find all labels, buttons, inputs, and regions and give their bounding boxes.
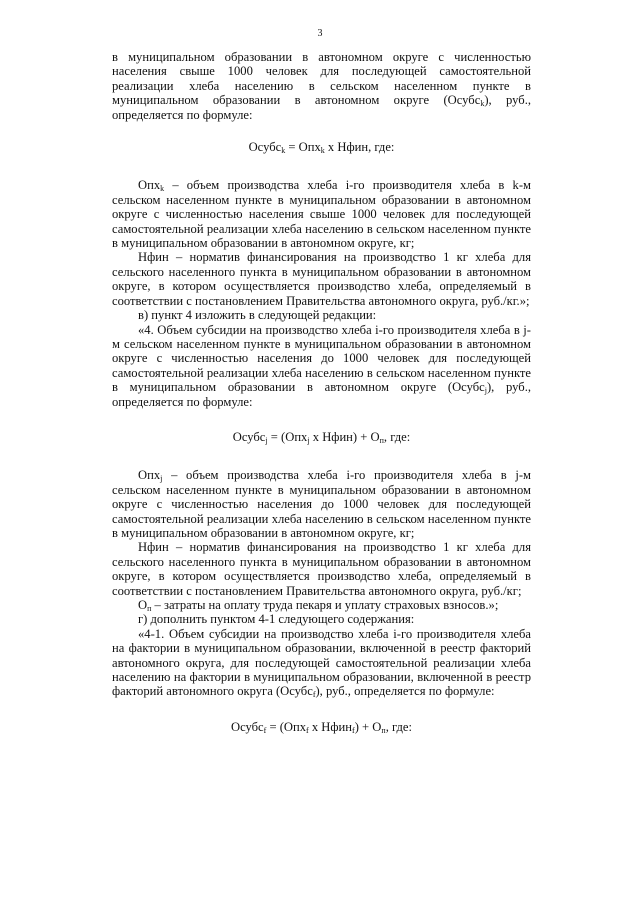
formula-osubs-j <box>112 430 531 444</box>
intro-paragraph <box>112 50 531 122</box>
amendment-item-g: г) дополнить пунктом 4-1 следующего содержания: <box>138 612 415 627</box>
point-4-1-text: «4-1. Объем субсидии на производство хлеба i-го производителя хлеба на фактории в муниципальном образовании, включенной в реестр факторий автономного округа, для последующей самостоятельной реализации хлеба населению на фактории в муниципальном образовании, включенной в реестр факторий автономного округа (Осубс <box>112 626 531 699</box>
page-number: 3 <box>317 28 323 39</box>
formula-term: = Опх <box>285 140 321 155</box>
point-4-tail: ), руб., определяется по формуле: <box>112 380 531 409</box>
amendment-item-v: в) пункт 4 изложить в следующей редакции: <box>138 308 377 323</box>
formula-subscript: п <box>381 725 386 735</box>
definition-nfin-1: Нфин – норматив финансирования на производство 1 кг хлеба для сельского населенного пункта в муниципальном образовании в автономном округе, в котором осуществляется производство хлеба, определяемый в соответствии с постановлением Правительства автономного округа, руб./кг.»; <box>112 250 531 308</box>
intro-subscript: k <box>480 99 485 109</box>
formula-subscript: j <box>307 435 310 445</box>
point-4-1-tail: ), руб., определяется по формуле: <box>315 684 495 699</box>
intro-text: в муниципальном образовании в автономном округе с численностью населения свыше 1000 человек для последующей самостоятельной реализации хлеба населению в сельском населенном пункте в муниципальном образовании в автономном округе (Осубс <box>112 50 531 108</box>
definition-nfin-2: Нфин – норматив финансирования на производство 1 кг хлеба для сельского населенного пункта в муниципальном образовании в автономном округе, в котором осуществляется производство хлеба, определяемый в соответствии с постановлением Правительства автономного округа, руб./кг; <box>112 540 531 598</box>
definition-text: – объем производства хлеба i-го производителя хлеба в k-м сельском населенном пункте в муниципальном образовании в автономном округе с численностью населения свыше 1000 человек для последующей самостоятельной реализации хлеба населению в сельском населенном пункте в муниципальном образовании в автономном округе, кг; <box>112 178 531 251</box>
formula-term: , где: <box>383 429 411 444</box>
definition-text: – объем производства хлеба i-го производителя хлеба в j-м сельском населенном пункте в муниципальном образовании в автономном округе с численностью населения до 1000 человек для последующей самостоятельной реализации хлеба населению в сельском населенном пункте в муниципальном образовании в автономном округе, кг; <box>112 468 531 540</box>
point-4-paragraph <box>112 323 531 409</box>
definition-opx-k <box>112 178 531 250</box>
definition-subscript: j <box>160 474 163 484</box>
definition-text: – затраты на оплату труда пекаря и уплату страховых взносов.»; <box>151 598 499 612</box>
definition-op <box>112 598 531 612</box>
formula-subscript: f <box>263 725 267 735</box>
point-4-1-subscript: f <box>312 690 316 700</box>
formula-subscript: f <box>352 725 355 735</box>
formula-term: Осубс <box>232 429 266 444</box>
formula-term: х Нфин, где: <box>324 140 395 155</box>
formula-term: Осубс <box>230 719 264 734</box>
formula-subscript: k <box>281 146 286 156</box>
point-4-subscript: j <box>484 386 487 396</box>
formula-subscript: k <box>320 146 325 156</box>
formula-term: = (Опх <box>267 429 308 444</box>
definition-term: Опх <box>138 468 161 483</box>
formula-term: х Нфин) + О <box>309 429 380 444</box>
formula-osubs-k <box>112 140 531 154</box>
definition-opx-j <box>112 468 531 540</box>
intro-tail: ), руб., определяется по формуле: <box>112 93 531 122</box>
formula-term: ) + О <box>354 719 382 734</box>
formula-subscript: j <box>265 435 268 445</box>
formula-subscript: п <box>379 435 384 445</box>
formula-term: Осубс <box>248 140 282 155</box>
formula-subscript: f <box>306 725 309 735</box>
definition-subscript: п <box>147 604 152 613</box>
point-4-1-paragraph <box>112 627 531 699</box>
formula-osubs-f <box>112 720 531 734</box>
document-body <box>112 50 531 734</box>
formula-term: = (Опх <box>266 719 307 734</box>
point-4-text: «4. Объем субсидии на производство хлеба i-го производителя хлеба в j-м сельском населенном пункте в муниципальном образовании в автономном округе с численностью населения до 1000 человек для последующей самостоятельной реализации хлеба населению в сельском населенном пункте в муниципальном образовании в автономном округе (Осубс <box>112 322 531 395</box>
definition-term: Опх <box>138 178 161 193</box>
definition-term: О <box>138 598 148 612</box>
formula-term: , где: <box>385 719 413 734</box>
definition-subscript: k <box>160 184 165 194</box>
formula-term: х Нфин <box>308 719 353 734</box>
